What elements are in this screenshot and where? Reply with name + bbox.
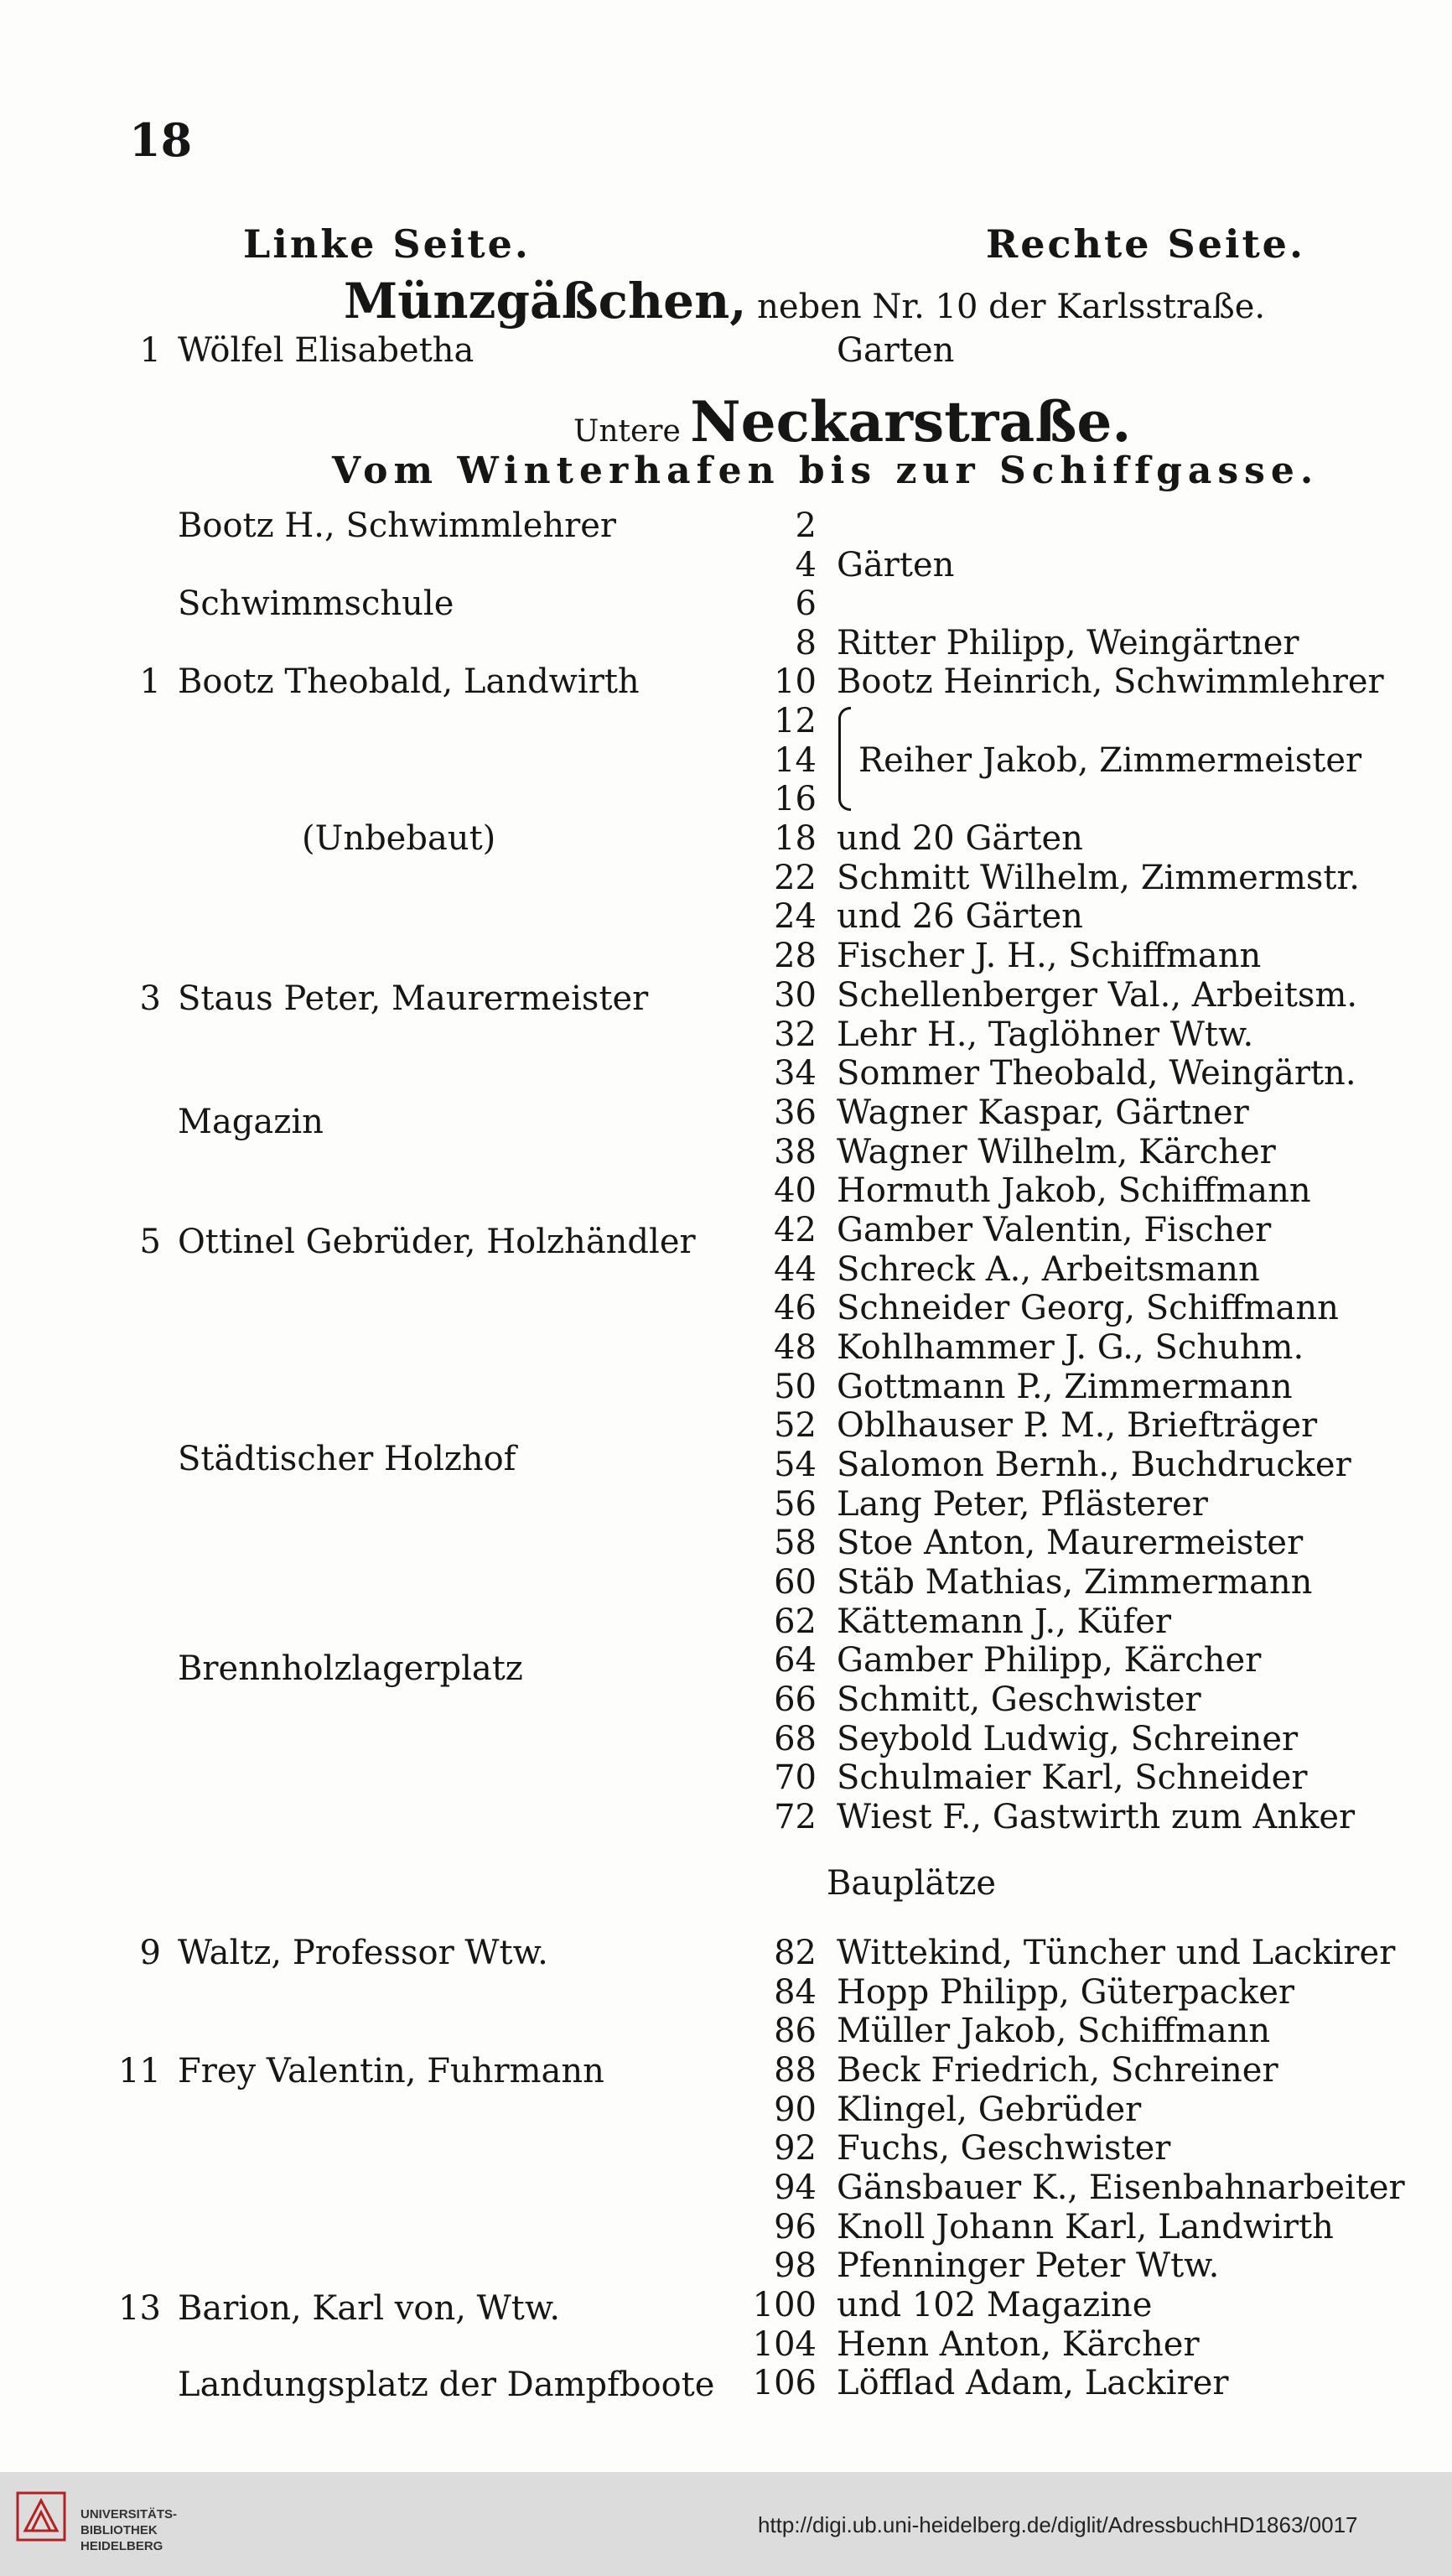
resident-right: Sommer Theobald, Weingärtn. <box>837 1054 1356 1093</box>
library-logo-icon <box>15 2490 67 2542</box>
resident-right: Knoll Johann Karl, Landwirth <box>837 2208 1334 2246</box>
resident-right: Hormuth Jakob, Schiffmann <box>837 1171 1311 1210</box>
house-number-right: 68 <box>774 1720 817 1758</box>
resident-left: Waltz, Professor Wtw. <box>178 1934 548 1972</box>
house-number-left: 13 <box>118 2289 161 2328</box>
page-number: 18 <box>129 113 193 167</box>
house-number-left: 9 <box>139 1934 161 1972</box>
resident-right: Bootz Heinrich, Schwimmlehrer <box>837 662 1384 701</box>
header-left-side: Linke Seite. <box>243 221 531 267</box>
house-number-right: 106 <box>752 2364 817 2402</box>
logo-line: HEIDELBERG <box>80 2538 163 2553</box>
house-number-right: 30 <box>774 976 817 1015</box>
resident-right: Gänsbauer K., Eisenbahnarbeiter <box>837 2168 1405 2207</box>
house-number-right: 54 <box>774 1446 817 1484</box>
resident-right: Schreck A., Arbeitsmann <box>837 1250 1260 1289</box>
resident-right: Wiest F., Gastwirth zum Anker <box>837 1798 1356 1836</box>
resident-right: Stäb Mathias, Zimmermann <box>837 1563 1313 1602</box>
house-number-right: 96 <box>774 2208 817 2246</box>
resident-right: Henn Anton, Kärcher <box>837 2325 1200 2364</box>
resident-left: Ottinel Gebrüder, Holzhändler <box>178 1223 696 1261</box>
resident-right: Reiher Jakob, Zimmermeister <box>858 741 1362 780</box>
resident-right: Wittekind, Tüncher und Lackirer <box>837 1934 1396 1972</box>
resident-right: Salomon Bernh., Buchdrucker <box>837 1446 1351 1484</box>
street-prefix: Untere <box>573 414 681 449</box>
library-logo-text <box>80 2507 177 2554</box>
house-number-right: 62 <box>774 1602 817 1641</box>
resident-right: Kohlhammer J. G., Schuhm. <box>837 1328 1304 1367</box>
resident-right: Stoe Anton, Maurermeister <box>837 1524 1304 1562</box>
resident-left: Bootz Theobald, Landwirth <box>178 662 640 701</box>
resident-left: Frey Valentin, Fuhrmann <box>178 2052 604 2090</box>
footer-bar <box>0 2472 1452 2576</box>
resident-right: Wagner Wilhelm, Kärcher <box>837 1133 1276 1171</box>
resident-right: Fuchs, Geschwister <box>837 2129 1171 2168</box>
section-label-bauplaetze: Bauplätze <box>827 1864 997 1903</box>
resident-right: Lang Peter, Pflästerer <box>837 1485 1208 1524</box>
house-number-right: 100 <box>752 2286 817 2324</box>
house-number-right: 34 <box>774 1054 817 1093</box>
resident-right: Pfenninger Peter Wtw. <box>837 2246 1220 2285</box>
resident-right: Hopp Philipp, Güterpacker <box>837 1973 1295 2012</box>
house-number-right: 82 <box>774 1934 817 1972</box>
house-number-right: 44 <box>774 1250 817 1289</box>
house-number-right: 28 <box>774 937 817 975</box>
house-number-right: 40 <box>774 1171 817 1210</box>
resident-right: Schmitt Wilhelm, Zimmermstr. <box>837 859 1360 897</box>
resident-right: Gamber Valentin, Fischer <box>837 1211 1272 1249</box>
house-number-right: 58 <box>774 1524 817 1562</box>
house-number-right: 52 <box>774 1406 817 1445</box>
resident-right: Kättemann J., Küfer <box>837 1602 1172 1641</box>
house-number-right: 36 <box>774 1093 817 1132</box>
house-number-right: 18 <box>774 819 817 858</box>
resident-right: Gärten <box>837 546 955 584</box>
resident-right: Garten <box>837 331 955 370</box>
resident-right: Gamber Philipp, Kärcher <box>837 1641 1262 1680</box>
resident-right: Fischer J. H., Schiffmann <box>837 937 1262 975</box>
resident-left: Schwimmschule <box>178 584 454 623</box>
resident-right: Oblhauser P. M., Briefträger <box>837 1406 1318 1445</box>
resident-right: Lehr H., Taglöhner Wtw. <box>837 1015 1254 1054</box>
house-number-left: 1 <box>139 662 161 701</box>
house-number-right: 6 <box>795 584 817 623</box>
house-number-right: 70 <box>774 1758 817 1797</box>
house-number-right: 8 <box>795 624 817 662</box>
resident-right: Löfflad Adam, Lackirer <box>837 2364 1229 2402</box>
house-number-right: 42 <box>774 1211 817 1249</box>
house-number-right: 46 <box>774 1289 817 1327</box>
house-number-right: 66 <box>774 1680 817 1719</box>
resident-left: Staus Peter, Maurermeister <box>178 979 649 1018</box>
resident-right: und 20 Gärten <box>837 819 1083 858</box>
logo-line: BIBLIOTHEK <box>80 2522 158 2537</box>
resident-right: Müller Jakob, Schiffmann <box>837 2012 1271 2050</box>
street-note: neben Nr. 10 der Karlsstraße. <box>757 288 1266 326</box>
house-number-right: 2 <box>795 506 817 545</box>
street-name: Neckarstraße. <box>690 389 1132 454</box>
resident-right: Wagner Kaspar, Gärtner <box>837 1093 1249 1132</box>
house-number-right: 90 <box>774 2090 817 2129</box>
house-number-right: 94 <box>774 2168 817 2207</box>
house-number-right: 64 <box>774 1641 817 1680</box>
house-number-right: 98 <box>774 2246 817 2285</box>
house-number-right: 4 <box>795 546 817 584</box>
house-number-left: 1 <box>139 331 161 370</box>
resident-left: Brennholzlagerplatz <box>178 1649 523 1688</box>
resident-right: Schellenberger Val., Arbeitsm. <box>837 976 1358 1015</box>
house-number-left: 5 <box>139 1223 161 1261</box>
house-number-right: 22 <box>774 859 817 897</box>
house-number-right: 84 <box>774 1973 817 2012</box>
resident-right: Gottmann P., Zimmermann <box>837 1368 1293 1406</box>
resident-left: Magazin <box>178 1103 324 1141</box>
street-name: Münzgäßchen, <box>344 273 747 330</box>
house-number-right: 16 <box>774 780 817 818</box>
header-right-side: Rechte Seite. <box>986 221 1305 267</box>
resident-left: Bootz H., Schwimmlehrer <box>178 506 617 545</box>
brace-12-16 <box>838 707 851 811</box>
house-number-right: 92 <box>774 2129 817 2168</box>
resident-left: Landungsplatz der Dampfboote <box>178 2366 715 2404</box>
resident-right: und 102 Magazine <box>837 2286 1153 2324</box>
resident-left: (Unbebaut) <box>302 819 496 858</box>
house-number-right: 10 <box>774 662 817 701</box>
resident-left: Wölfel Elisabetha <box>178 331 474 370</box>
resident-right: Ritter Philipp, Weingärtner <box>837 624 1299 662</box>
house-number-right: 48 <box>774 1328 817 1367</box>
resident-right: Schmitt, Geschwister <box>837 1680 1201 1719</box>
resident-left: Städtischer Holzhof <box>178 1440 516 1478</box>
logo-line: UNIVERSITÄTS- <box>80 2507 178 2521</box>
house-number-right: 104 <box>752 2325 817 2364</box>
house-number-right: 56 <box>774 1485 817 1524</box>
resident-right: und 26 Gärten <box>837 897 1083 936</box>
permalink-url[interactable]: http://digi.ub.uni-heidelberg.de/diglit/AdressbuchHD1863/0017 <box>758 2512 1358 2537</box>
house-number-left: 11 <box>118 2052 161 2090</box>
street-section-subtitle: Vom Winterhafen bis zur Schiffgasse. <box>332 449 1320 492</box>
resident-left: Barion, Karl von, Wtw. <box>178 2289 561 2328</box>
house-number-right: 12 <box>774 702 817 740</box>
house-number-right: 38 <box>774 1133 817 1171</box>
house-number-right: 24 <box>774 897 817 936</box>
resident-right: Schulmaier Karl, Schneider <box>837 1758 1308 1797</box>
street-heading-neckarstrasse <box>573 389 1132 454</box>
house-number-right: 86 <box>774 2012 817 2050</box>
house-number-right: 14 <box>774 741 817 780</box>
house-number-right: 72 <box>774 1798 817 1836</box>
resident-right: Beck Friedrich, Schreiner <box>837 2051 1278 2090</box>
house-number-left: 3 <box>139 979 161 1018</box>
house-number-right: 50 <box>774 1368 817 1406</box>
house-number-right: 88 <box>774 2051 817 2090</box>
street-heading-muenzgaesschen <box>344 273 1266 330</box>
resident-right: Seybold Ludwig, Schreiner <box>837 1720 1299 1758</box>
resident-right: Klingel, Gebrüder <box>837 2090 1142 2129</box>
house-number-right: 60 <box>774 1563 817 1602</box>
house-number-right: 32 <box>774 1015 817 1054</box>
resident-right: Schneider Georg, Schiffmann <box>837 1289 1339 1327</box>
